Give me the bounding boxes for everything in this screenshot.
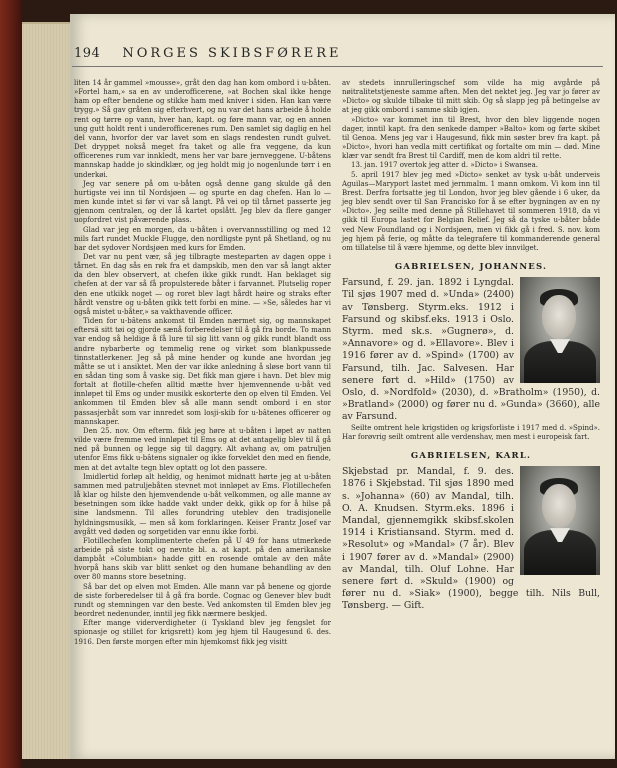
page-stack-edges [22,22,70,759]
paragraph: 5. april 1917 blev jeg med »Dicto» senket av tysk u-båt underveis Aguilas—Maryport lastet med jernmalm. 1 mann omkom. Vi kom inn til Brest. Derfra fortsatte jeg til London, hvor jeg blev gående i 6 uker, da jeg blev sendt over til San Francisko for å se efter bygningen av en ny »Dicto». Jeg seilte med denne på Stillehavet til sommeren 1918, da vi gikk til Europa lastet for Belgian Relief. Jeg så da tyske u-båter både ved New Foundland og i Nordsjøen, men vi fikk gå i fred. S. nov. kom jeg hjem på ferie, og måtte da telegrafere til kommanderende general om tillatelse til å være hjemme, og dette blev innvilget. [342,170,600,252]
left-column [74,79,331,647]
right-column [342,79,600,613]
paragraph: Jeg var senere på om u-båten også denne gang skulde gå den hurtigste vei inn til Nordsjøen — og spurte en dag chefen. Han lo — men kunde intet si før vi var så langt. På vei op til tårnet passerte jeg gjennom centralen, og der lå kartet opslått. Jeg blev da flere ganger uopfordret vist påværende plass. [74,179,331,225]
page-number: 194 [74,46,101,61]
portrait-image [520,466,600,575]
header-rule [72,66,603,67]
paragraph: Det var nu pent vær, så jeg tilbragte mesteparten av dagen oppe i tårnet. En dag sås en røk fra et dampskib, men den var så langt akter da den blev observert, at chefen ikke gikk rundt. Han beklaget sig chefen at der var så få propulsterede båter i farvannet. Plutselig roper den ene utkikk noget — og roret blev lagt hårdt høire og straks efter hårdt venstre og u-båten gikk tett forbi en mine. — »Se, således har vi også mistet u-båter,» sa vakthavende officer. [74,252,331,316]
running-header [74,46,601,61]
bio-text: Farsund, f. 29. jan. 1892 i Lyngdal. Til sjøs 1907 med d. »Unda» (2400) av Tønsberg. Styrm.eks. 1912 i Farsund og skibsf.eks. 1913 i Oslo. Styrm. med sk.s. »Gugnerø», d. »Annavore» og d. »Ellavore». Blev i 1916 fører av d. »Spind» (1700) av Farsund, tilh. Jac. Salvesen. Har senere ført d. »Hild» (1750) av Oslo, d. »Nordfold» (2030), d. »Bratholm» (1950), d. »Bratland» (2000) og fører nu d. »Gunda» (3660), alle av Farsund. [342,277,600,423]
portrait-photo [520,466,600,575]
paragraph: »Dicto» var kommet inn til Brest, hvor den blev liggende nogen dager, inntil kapt. fra den senkede damper »Balto» kom og førte skibet til Genoa. Mens jeg var i Haugesund, fikk min søster brev fra kapt. på »Dicto», hvori han vedla mitt certifikat og fortalte om min — død. Mine klær var sendt fra Brest til Cardiff, men de kom aldri til rette. [342,115,600,161]
paragraph: av stedets innrulleringschef som vilde ha mig avgårde på nøitralitetstjeneste samme aften. Men det nektet jeg. Jeg var jo fører av »Dicto» og skulde tilbake til mitt skib. Og så slapp jeg på betingelse av at jeg gikk ombord i samme skib igjen. [342,79,600,115]
paragraph: Glad var jeg en morgen, da u-båten i overvannsstilling og med 12 mils fart rundet Muckle Flugge, den nordligste pynt på Shetland, og nu bar det sydover Nordsjøen med kurs for Emden. [74,225,331,252]
paragraph: Imidlertid forløp alt heldig, og henimot midnatt hørte jeg at u-båten sammen med patruljebåten stevnet mot innløpet av Ems. Flotillechefen lå klar og hilste den hjemvendende u-båt velkommen, og alle manne av besetningen som ikke hadde vakt under dekk, gikk op for å hilse på sine landsmenn. Til alles forundring uteblev den tradisjonelle hyldningsmusikk, — men så kom forklaringen. Keiser Frantz Josef var avgått ved døden og sorgetiden var ennu ikke forbi. [74,472,331,536]
paragraph: 13. jan. 1917 overtok jeg atter d. »Dicto» i Swansea. [351,161,538,170]
bio-heading: GABRIELSEN, JOHANNES. [394,261,548,272]
paragraph: Den 25. nov. Om efterm. fikk jeg høre at u-båten i løpet av natten vilde være fremme ved innløpet til Ems og at det antagelig blev til å gå ned på bunnen og legge sig til daggry. Alt avhang av, om patruljen utenfor Ems fikk u-bâtens signaler og ikke forveklet den med en fiende, men at det avtalte tegn blev optatt og lot den passere. [74,426,331,472]
book-cover-edge [0,0,22,768]
paragraph: Tiden for u-bâtens ankomst til Emden nærmet sig, og mannskapet eftersä sitt tøi og gjorde sænå forberedelser til å gå fra borde. To mann var endog så heldige å få lure til sig litt vann og gikk rundt blandt oss andre nybarberte og temmelig rene og virket som blankpussede tinnstatlerkener. Jeg så på mine hender og kunde ane hvordan jeg måtte se ut i ansiktet. Men der var ikke anledning å sløse bort vann til en sådan ting som å vaske sig. Det fikk man gjøre i havn. Det blev mig fortalt at flotille-chefen alltid mætte hver hjemvennende u-båt ved innløpet til Ems og under musikk eskorterte den op elven til Emden. Vel ankommen til Emden blev så alle mann sendt ombord i en stor passasjerbåt som var innredet som losji-skib for u-bâtenes officerer og mannskaper. [74,317,331,426]
paragraph: Flotillechefen komplimenterte chefen på U 49 for hans utmerkede arbeide på siste tokt og nevnte bl. a. at kapt. på den amerikanske dampbåt »Columbian» hadde gitt en rosende omtale av den måte hvorpå hans skib var blitt senket og den humane behandling av den over 80 manns store besetning. [74,536,331,582]
paragraph: Efter mange viderverdigheter (i Tyskland blev jeg fengslet for spionasje og stillet for krigsrett) kom jeg hjem til Haugesund 6. des. 1916. Den første morgen efter min hjemkomst fikk jeg visitt [74,619,331,646]
portrait-image [520,277,600,383]
paragraph: Så bar det op elven mot Emden. Alle mann var på benene og gjorde de siste forberedelser til å gå fra borde. Cognac og Genever blev budt rundt og stemningen var den beste. Ved ankomsten til Emden blev jeg beordret nedenunder, inntil jeg fikk nærmere beskjed. [74,582,331,619]
bio-heading: GABRIELSEN, KARL. [410,450,532,461]
running-title: NORGES SKIBSFØRERE [122,46,342,61]
bio-note: Seilte omtrent hele krigstiden og krigsforliste i 1917 med d. »Spind». Har forøvrig seilt omtrent alle verdenshav, men mest i europeisk fart. [342,423,600,441]
portrait-photo [520,277,600,383]
bio-text: Skjebstad pr. Mandal, f. 9. des. 1876 i Skjebstad. Til sjøs 1890 med s. »Johanna» (60) av Mandal, tilh. O. A. Knudsen. Styrm.eks. 1896 i Mandal, gjennemgikk skibsf.skolen 1914 i Kristiansand. Styrm. med d. »Resolut» og »Mandal» (7 år). Blev i 1907 fører av d. »Mandal» (2900) av Mandal, tilh. Oluf Lohne. Har senere ført d. »Skuld» (1900) og fører nu d. »Siak» (1900), begge tilh. Nils Bull, Tønsberg. — Gift. [342,466,600,612]
paragraph: liten 14 år gammel »mousse», gråt den dag han kom ombord i u-båten. »Fortel ham,» sa en av underofficerene, »at Bochen skal ikke henge ham op efter bendene og stikke ham med kniver i siden. Han kan være trygg.» Så gav gråten sig efterhvert, og nu var det hans arbeide å holde rent og tørre op vann, hver han, kapt. og føre mann var, og en annen ung gutt holdt rent i underofficerenes rum. Den samlet sig daglig en hel del vann, hvorfor der var lavet som en slags rendesten rundt gulvet. Det dryppet nokså meget fra taket og alle fra veggene, da kun officerenes rum var innkledt, mens her var bare jernveggene. U-båtens mannskap hadde jo skindklær, og jeg holdt mig jo nogenlunde tørr i en underkøi. [74,79,331,179]
